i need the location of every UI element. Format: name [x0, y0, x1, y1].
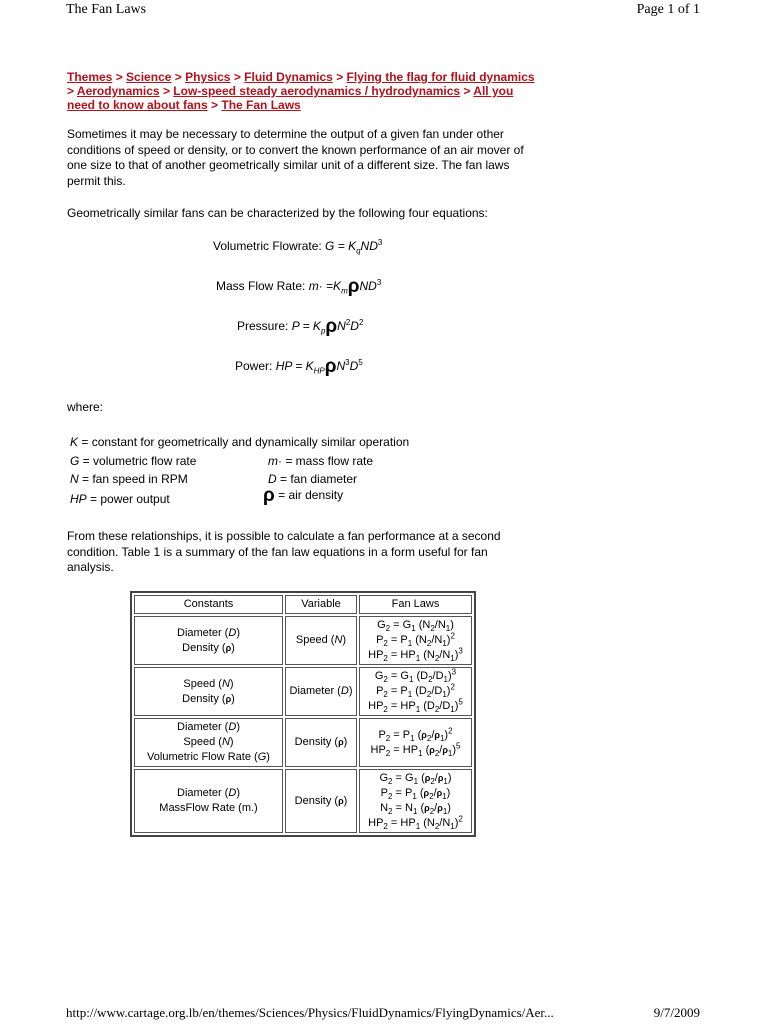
- header-fan-laws: Fan Laws: [359, 595, 472, 614]
- table-row: [134, 718, 472, 767]
- table-row: [134, 769, 472, 833]
- definition-symbol: D: [268, 472, 277, 486]
- outro-paragraph: From these relationships, it is possible to calculate a fan performance at a second condition. Table 1 is a summary of the fan law equations in a form useful for fan analysis.: [67, 529, 501, 574]
- equation-exponent: 2: [345, 318, 351, 327]
- definition-text: = fan diameter: [276, 472, 358, 486]
- definition-text: = air density: [274, 488, 344, 502]
- table-header-row: [134, 595, 472, 614]
- equation-power: [235, 356, 363, 377]
- definition-symbol: N: [70, 472, 79, 486]
- equation-label: Mass Flow Rate:: [216, 279, 309, 293]
- definition-text: = fan speed in RPM: [78, 472, 188, 486]
- equation-term: D: [349, 359, 359, 373]
- equation-volumetric-flowrate: [213, 238, 383, 256]
- fan-laws-cell: $G_2 = G_1$ $(D_2/D_1)^3$ $P_2 = P_1$ $(D_2/D_1)^2$ $HP_2 = HP_1$ $(D_2/D_1)^5$: [359, 667, 472, 716]
- fan-laws-cell: $P_2 = P_1$ $(\rho_2/\rho_1)^2$ $HP_2 = HP_1$ $(\rho_2/\rho_1)^5$: [359, 718, 472, 767]
- equation-symbol: G: [325, 239, 335, 253]
- page-header-title: The Fan Laws: [66, 2, 147, 17]
- equation-pressure: [237, 316, 364, 337]
- footer-url: http://www.cartage.org.lb/en/themes/Sciences/Physics/FluidDynamics/FlyingDynamics/Aer...: [66, 1005, 554, 1020]
- breadcrumb-separator: >: [460, 84, 474, 98]
- breadcrumb-link-aerodynamics[interactable]: Aerodynamics: [76, 84, 160, 98]
- equation-symbol: m·: [308, 279, 323, 293]
- breadcrumb-link-science[interactable]: Science: [126, 70, 172, 84]
- constants-cell: Diameter (D) Density (ρ): [134, 616, 283, 665]
- lead-paragraph: Geometrically similar fans can be characterized by the following four equations:: [67, 206, 488, 220]
- intro-paragraph: Sometimes it may be necessary to determine the output of a given fan under other conditions of speed or density, or to convert the known performance of an air mover of one size to that of another geometrically similar unit of a different size. The fan laws permit this.: [67, 127, 524, 188]
- definition-symbol: HP: [70, 492, 87, 506]
- variable-cell: Density (ρ): [285, 769, 357, 833]
- equation-exponent: 3: [377, 238, 383, 247]
- equation-subscript: m: [341, 286, 348, 296]
- breadcrumb: [67, 70, 537, 112]
- equation-exponent: 3: [345, 358, 350, 367]
- footer-date: 9/7/2009: [653, 1005, 700, 1020]
- equation-exponent: 2: [358, 318, 364, 327]
- breadcrumb-separator: >: [332, 70, 347, 84]
- rho-symbol: ρ: [325, 316, 338, 337]
- equation-term: N: [337, 319, 346, 333]
- breadcrumb-link-low-speed[interactable]: Low-speed steady aerodynamics / hydrodynamics: [173, 84, 461, 98]
- equation-term: N: [336, 359, 346, 373]
- breadcrumb-link-physics[interactable]: Physics: [185, 70, 231, 84]
- definition-rho: [263, 485, 344, 506]
- breadcrumb-link-about-fans[interactable]: All you need to know about fans: [67, 84, 514, 112]
- equation-constant: = K: [334, 239, 357, 253]
- equation-label: Power:: [235, 359, 276, 373]
- variable-cell: Speed (N): [285, 616, 357, 665]
- constants-cell: Speed (N) Density (ρ): [134, 667, 283, 716]
- breadcrumb-link-themes[interactable]: Themes: [67, 70, 113, 84]
- table-row: [134, 616, 472, 665]
- definition-text: = power output: [86, 492, 170, 506]
- fan-laws-cell: $G_2 = G_1$ $(\rho_2/\rho_1)$ $P_2 = P_1$ $(\rho_2/\rho_1)$ $N_2 = N_1$ $(\rho_2/\rho_1)$ $HP_2 = HP_1$ $(N_2/N_1)^2$: [359, 769, 472, 833]
- equation-term: ND: [359, 279, 377, 293]
- equation-constant: = K: [291, 359, 314, 373]
- definition-symbol: m·: [268, 454, 282, 468]
- fan-laws-cell: $G_2 = G_1$ $(N_2/N_1)$ $P_2 = P_1$ $(N_2/N_1)^2$ $HP_2 = HP_1$ $(N_2/N_1)^3$: [359, 616, 472, 665]
- breadcrumb-separator: >: [67, 84, 77, 98]
- breadcrumb-link-fan-laws[interactable]: The Fan Laws: [221, 98, 301, 112]
- equation-symbol: HP: [275, 359, 292, 373]
- definition-hp: [70, 492, 170, 506]
- variable-cell: Diameter (D): [285, 667, 357, 716]
- equation-subscript: HP: [313, 366, 325, 376]
- definition-g: [70, 454, 196, 468]
- breadcrumb-separator: >: [207, 98, 222, 112]
- table-row: [134, 667, 472, 716]
- definition-m: [268, 454, 373, 468]
- breadcrumb-separator: >: [159, 84, 174, 98]
- equation-constant: = K: [299, 319, 321, 333]
- definition-d: [268, 472, 357, 486]
- equation-exponent: 3: [376, 278, 382, 287]
- where-label: where:: [67, 400, 104, 414]
- breadcrumb-link-flying-the-flag[interactable]: Flying the flag for fluid dynamics: [346, 70, 535, 84]
- constants-cell: Diameter (D) Speed (N) Volumetric Flow Rate (G): [134, 718, 283, 767]
- equation-constant: =K: [322, 279, 342, 293]
- equation-subscript: q: [356, 246, 361, 256]
- header-constants: Constants: [134, 595, 283, 614]
- equation-mass-flow-rate: [216, 276, 382, 297]
- definition-text: = volumetric flow rate: [79, 454, 197, 468]
- definition-symbol: K: [70, 435, 79, 449]
- breadcrumb-separator: >: [230, 70, 245, 84]
- equation-label: Volumetric Flowrate:: [213, 239, 326, 253]
- fan-laws-table: [130, 591, 476, 837]
- equation-term: ND: [360, 239, 378, 253]
- equation-subscript: p: [320, 326, 326, 336]
- variable-cell: Density (ρ): [285, 718, 357, 767]
- equation-label: Pressure:: [237, 319, 292, 333]
- rho-symbol: ρ: [263, 485, 275, 506]
- definition-symbol: G: [70, 454, 80, 468]
- breadcrumb-separator: >: [112, 70, 127, 84]
- breadcrumb-separator: >: [171, 70, 186, 84]
- equation-exponent: 5: [358, 358, 363, 367]
- definition-text: = constant for geometrically and dynamically similar operation: [78, 435, 410, 449]
- definition-text: = mass flow rate: [282, 454, 374, 468]
- equation-term: D: [350, 319, 359, 333]
- page-header-page-number: Page 1 of 1: [636, 2, 700, 17]
- breadcrumb-link-fluid-dynamics[interactable]: Fluid Dynamics: [244, 70, 333, 84]
- rho-symbol: ρ: [347, 276, 360, 297]
- rho-symbol: ρ: [324, 356, 337, 377]
- definition-k: [70, 435, 409, 449]
- equation-symbol: P: [291, 319, 300, 333]
- constants-cell: Diameter (D) MassFlow Rate (m.): [134, 769, 283, 833]
- definition-n: [70, 472, 188, 486]
- header-variable: Variable: [285, 595, 357, 614]
